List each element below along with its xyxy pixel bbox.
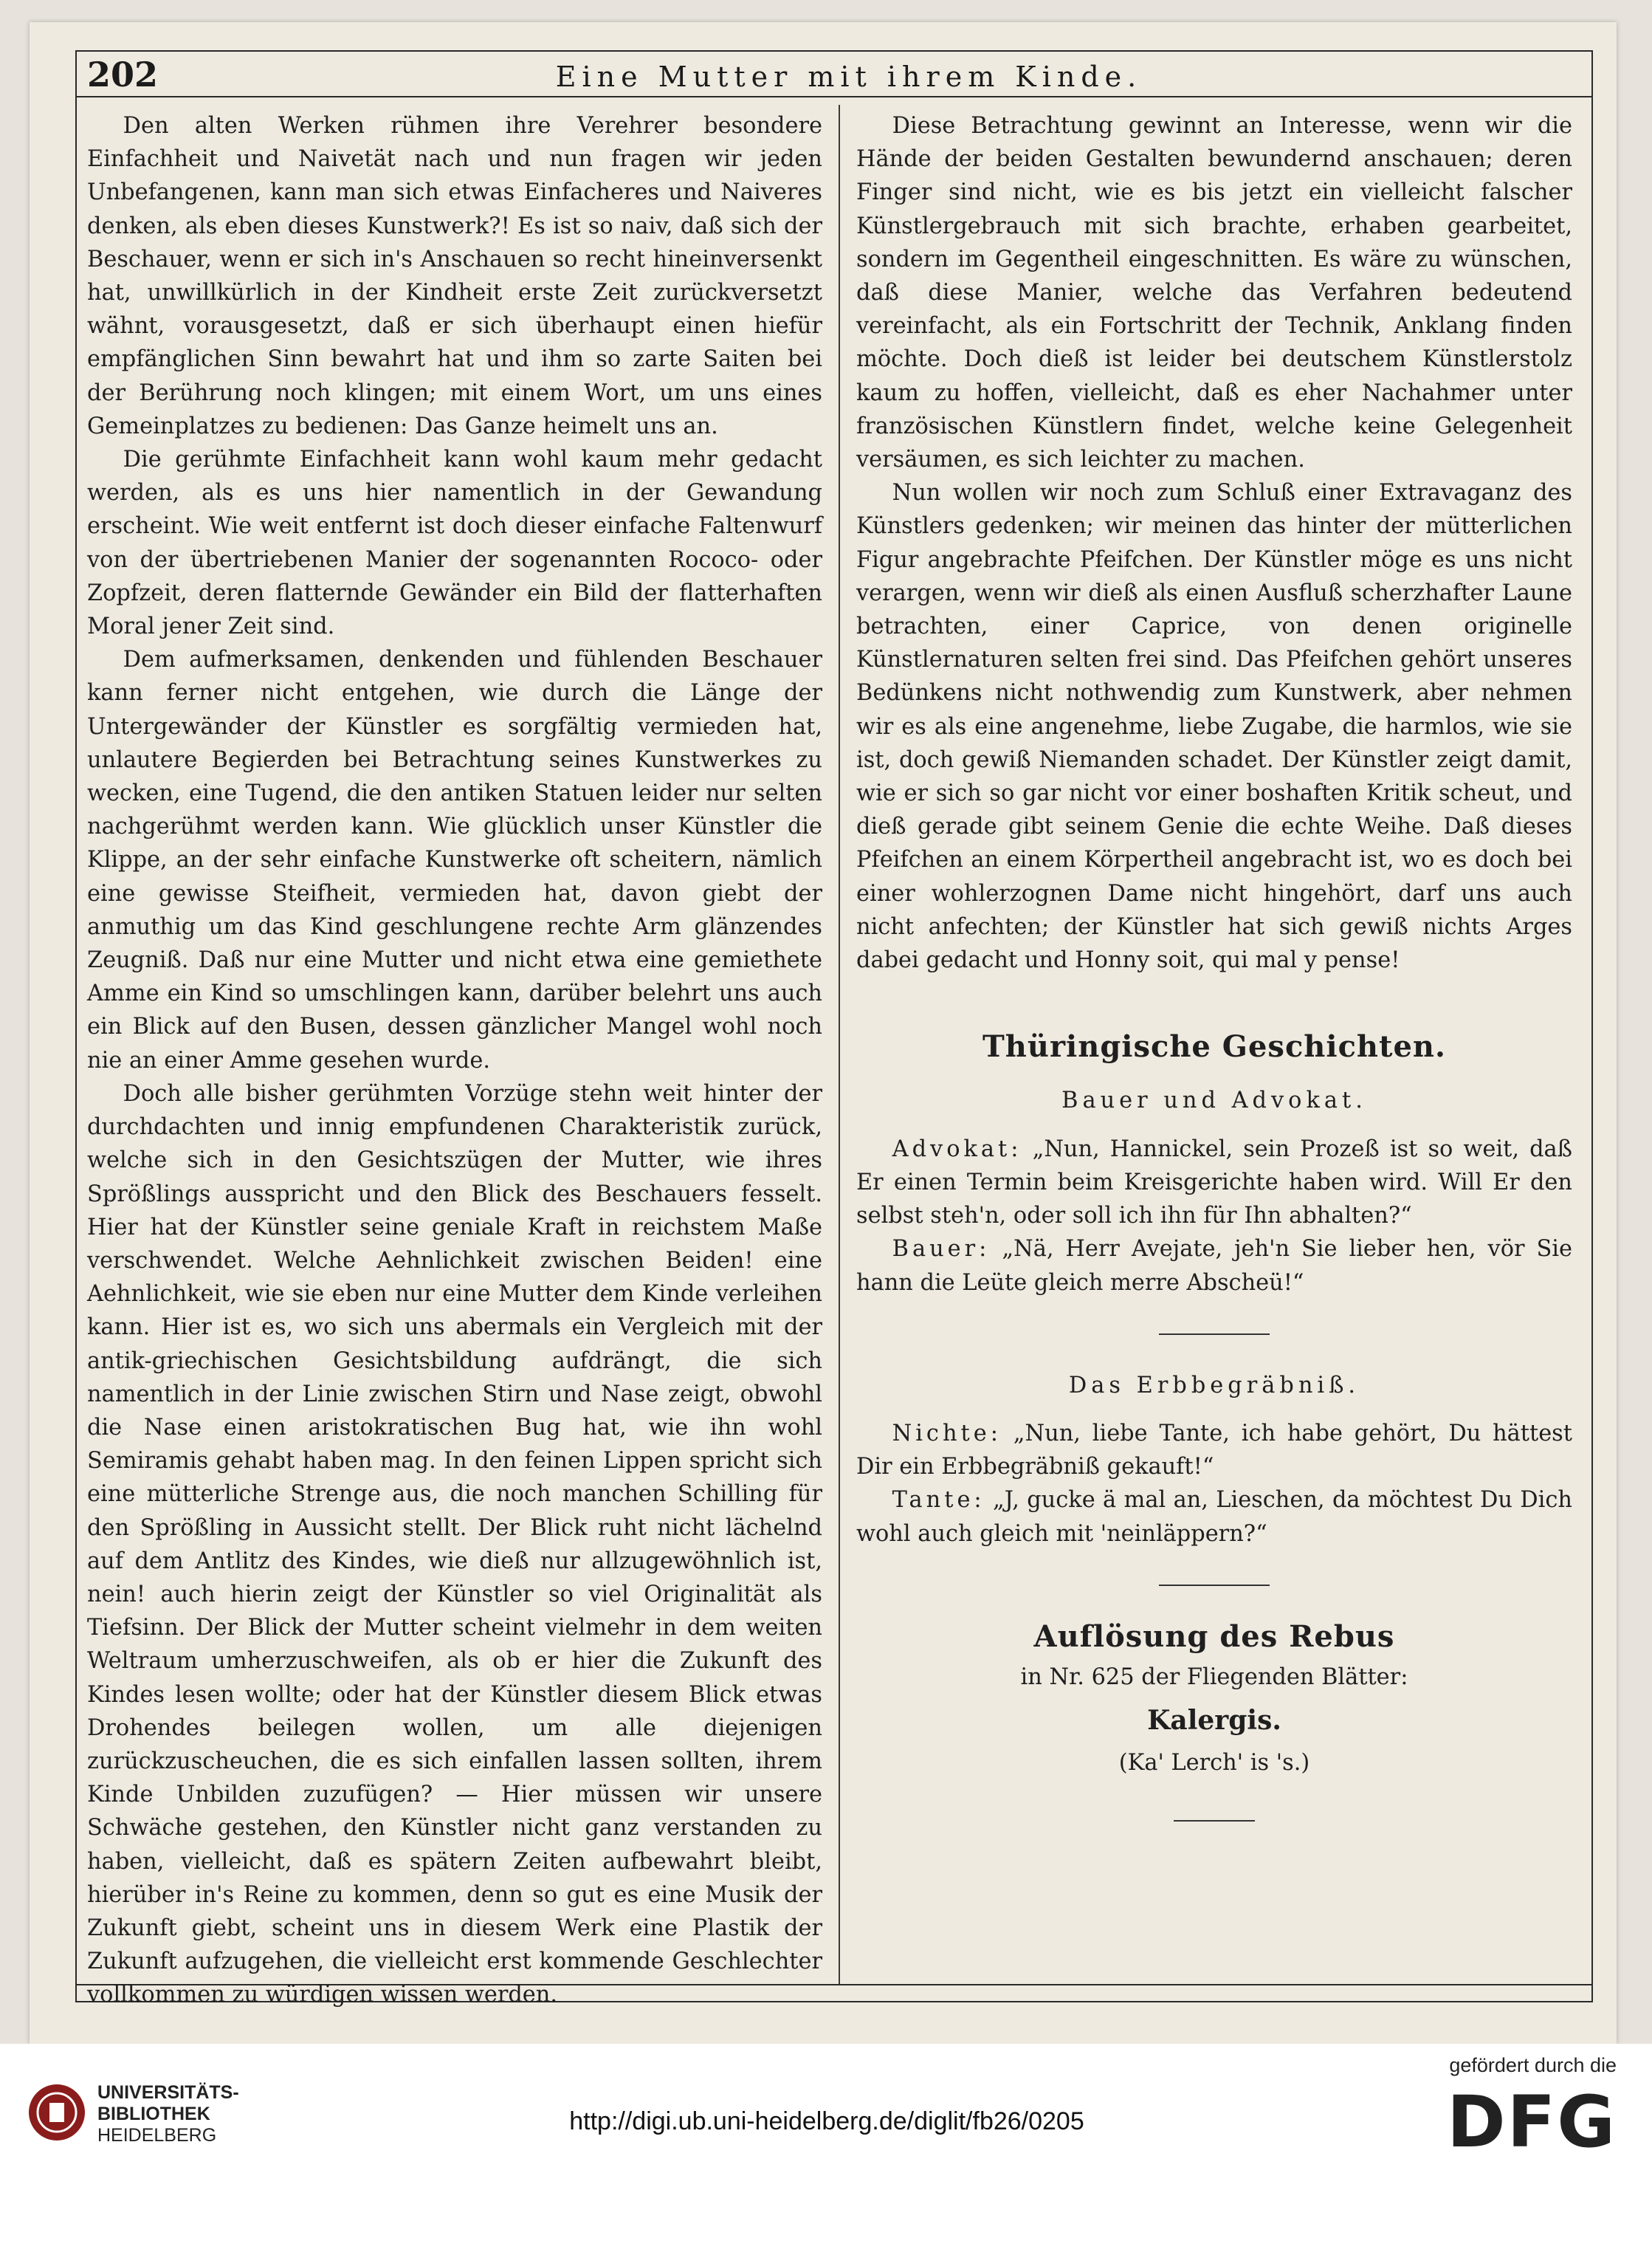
speaker: Advokat: bbox=[892, 1136, 1022, 1162]
institution-name: UNIVERSITÄTS- BIBLIOTHEK HEIDELBERG bbox=[97, 2082, 239, 2146]
dialogue-line bbox=[856, 1232, 1572, 1299]
rebus-note: (Ka' Lerch' is 's.) bbox=[1118, 1750, 1310, 1776]
dialogue-line bbox=[856, 1417, 1572, 1483]
speaker: Bauer: bbox=[892, 1236, 991, 1263]
rebus-heading: Auflösung des Rebus bbox=[1033, 1618, 1395, 1654]
rebus-reference: in Nr. 625 der Fliegenden Blätter: bbox=[1020, 1664, 1408, 1690]
separator-rule bbox=[1174, 1820, 1255, 1822]
story-title: Das Erbbegräbniß. bbox=[1068, 1372, 1360, 1398]
story-title: Bauer und Advokat. bbox=[1061, 1088, 1367, 1114]
right-column bbox=[856, 109, 1572, 1856]
page-number: 202 bbox=[87, 55, 159, 95]
rebus-answer: Kalergis. bbox=[1147, 1705, 1281, 1737]
dfg-logo: DFG bbox=[1446, 2081, 1617, 2163]
funding-text: gefördert durch die bbox=[1449, 2054, 1617, 2076]
paragraph: Doch alle bisher gerühmten Vorzüge stehn weit hinter der durchdachten und innig empfundenen Charakteristik zurück, welche sich in den Gesichtszügen der Mutter, wie ihres Sprößlings ausspricht und den Blick des Beschauers fesselt. Hier hat der Künstler seine geniale Kraft in reichstem Maße verschwendet. Welche Aehnlichkeit zwischen Beiden! eine Aehnlichkeit, wie sie eben nur eine Mutter dem Kinde verleihen kann. Hier ist es, wo sich uns abermals ein Vergleich mit der antik-griechischen Gesichtsbildung aufdrängt, die sich namentlich in der Linie zwischen Stirn und Nase zeigt, obwohl die Nase einen aristokratischen Bug hat, wie ihn wohl Semiramis gehabt haben mag. In den feinen Lippen spricht sich eine mütterliche Strenge aus, die noch manchen Schilling für den Sprößling in Aussicht stellt. Der Blick ruht nicht lächelnd auf dem Antlitz des Kindes, wie dieß nur allzugewöhnlich ist, nein! auch hierin zeigt der Künstler so viel Originalität als Tiefsinn. Der Blick der Mutter scheint vielmehr in dem weiten Weltraum umherzuschweifen, als ob er hier die Zukunft des Kindes lesen wollte; oder hat der Künstler diesem Blick etwas Drohendes beilegen wollen, um alle diejenigen zurückzuscheuchen, die es sich einfallen lassen sollten, ihrem Kinde Unbilden zuzufügen? — Hier müssen wir unsere Schwäche gestehen, den Künstler nicht ganz verstanden zu haben, vielleicht, daß es spätern Zeiten aufbewahrt bleibt, hierüber in's Reine zu kommen, denn so gut es eine Musik der Zukunft giebt, scheint uns in diesem Werk eine Plastik der Zukunft aufzugehen, die vielleicht erst kommende Geschlechter vollkommen zu würdigen wissen werden. bbox=[87, 1080, 822, 2008]
footer-bar bbox=[0, 2044, 1652, 2252]
separator-rule bbox=[1159, 1585, 1270, 1586]
speaker: Nichte: bbox=[892, 1420, 1002, 1446]
speaker: Tante: bbox=[892, 1487, 985, 1514]
paragraph: Den alten Werken rühmen ihre Verehrer besondere Einfachheit und Naivetät nach und nun fragen wir jeden Unbefangenen, kann man sich etwas Einfacheres und Naiveres denken, als eben dieses Kunstwerk?! Es ist so naiv, daß sich der Beschauer, wenn er sich in's Anschauen so recht hineinversenkt hat, unwillkürlich in der Kindheit erste Zeit zurückversetzt wähnt, vorausgesetzt, daß er sich überhaupt einen hiefür empfänglichen Sinn bewahrt hat und ihm so zarte Saiten bei der Berührung noch klingen; mit einem Wort, um uns eines Gemeinplatzes zu bedienen: Das Ganze heimelt uns an. bbox=[87, 113, 822, 439]
header-rule bbox=[75, 96, 1591, 97]
university-seal-icon bbox=[27, 2082, 87, 2143]
paragraph: Nun wollen wir noch zum Schluß einer Extravaganz des Künstlers gedenken; wir meinen das hinter der mütterlichen Figur angebrachte Pfeifchen. Der Künstler möge es uns nicht verargen, wenn wir dieß als einen Ausfluß scherzhafter Laune betrachten, einer Caprice, von denen originelle Künstlernaturen selten frei sind. Das Pfeifchen gehört unseres Bedünkens nicht nothwendig zum Kunstwerk, aber nehmen wir es als eine angenehme, liebe Zugabe, die harmlos, wie sie ist, doch gewiß Niemanden schadet. Der Künstler zeigt damit, wie er sich so gar nicht vor einer boshaften Kritik scheut, und dieß gerade gibt seinem Genie die echte Weihe. Daß dieses Pfeifchen an einem Körpertheil angebracht ist, wo es doch bei einer wohlerzognen Dame nicht hingehört, darf uns auch nicht anfechten; der Künstler hat sich gewiß nichts Arges dabei gedacht und Honny soit, qui mal y pense! bbox=[856, 480, 1572, 974]
column-divider bbox=[839, 105, 840, 1984]
running-title: Eine Mutter mit ihrem Kinde. bbox=[555, 61, 1143, 93]
source-url-link[interactable]: http://digi.ub.uni-heidelberg.de/diglit/fb26/0205 bbox=[569, 2107, 1084, 2135]
dialogue-text: „Nä, Herr Avejate, jeh'n Sie lieber hen, vör Sie hann die Leüte gleich merre Abscheü!“ bbox=[856, 1236, 1572, 1296]
section-heading: Thüringische Geschichten. bbox=[982, 1029, 1446, 1065]
dialogue-line bbox=[856, 1133, 1572, 1233]
separator-rule bbox=[1159, 1333, 1270, 1335]
paragraph: Die gerühmte Einfachheit kann wohl kaum mehr gedacht werden, als es uns hier namentlich in der Gewandung erscheint. Wie weit entfernt ist doch dieser einfache Faltenwurf von der übertriebenen Manier der sogenannten Rococo- oder Zopfzeit, deren flatternde Gewänder ein Bild der flatterhaften Moral jener Zeit sind. bbox=[87, 447, 822, 640]
paragraph: Diese Betrachtung gewinnt an Interesse, wenn wir die Hände der beiden Gestalten bewundernd anschauen; deren Finger sind nicht, wie es bis jetzt ein vielleicht falscher Künstlergebrauch mit sich brachte, erhaben gearbeitet, sondern im Gegentheil eingeschnitten. Es wäre zu wünschen, daß diese Manier, welche das Verfahren bedeutend vereinfacht, als ein Fortschritt der Technik, Anklang finden möchte. Doch dieß ist leider bei deutschem Künstlerstolz kaum zu hoffen, vielleicht, daß es eher Nachahmer unter französischen Künstlern findet, welche keine Gelegenheit versäumen, es sich leichter zu machen. bbox=[856, 113, 1572, 473]
dialogue-text: „Nun, Hannickel, sein Prozeß ist so weit, daß Er einen Termin beim Kreisgerichte haben wird. Will Er den selbst steh'n, oder soll ich ihn für Ihn abhalten?“ bbox=[856, 1136, 1572, 1229]
scanned-page bbox=[30, 22, 1617, 2044]
dialogue-line bbox=[856, 1483, 1572, 1550]
dialogue-text: „Nun, liebe Tante, ich habe gehört, Du hättest Dir ein Erbbegräbniß gekauft!“ bbox=[856, 1420, 1572, 1480]
dialogue-text: „J, gucke ä mal an, Lieschen, da möchtest Du Dich wohl auch gleich mit 'neinläppern?“ bbox=[856, 1487, 1572, 1547]
paragraph: Dem aufmerksamen, denkenden und fühlenden Beschauer kann ferner nicht entgehen, wie durch die Länge der Untergewänder der Künstler es sorgfältig vermieden hat, unlautere Begierden bei Betrachtung seines Kunstwerkes zu wecken, eine Tugend, die den antiken Statuen leider nur selten nachgerühmt werden kann. Wie glücklich unser Künstler die Klippe, an der sehr einfache Kunstwerke oft scheitern, nämlich eine gewisse Steifheit, vermieden hat, davon giebt der anmuthig um das Kind geschlungene rechte Arm glänzendes Zeugniß. Daß nur eine Mutter und nicht etwa eine gemiethete Amme ein Kind so umschlingen kann, darüber belehrt uns auch ein Blick auf den Busen, dessen gänzlicher Mangel wohl noch nie an einer Amme gesehen wurde. bbox=[87, 647, 822, 1074]
left-column bbox=[87, 109, 822, 2012]
